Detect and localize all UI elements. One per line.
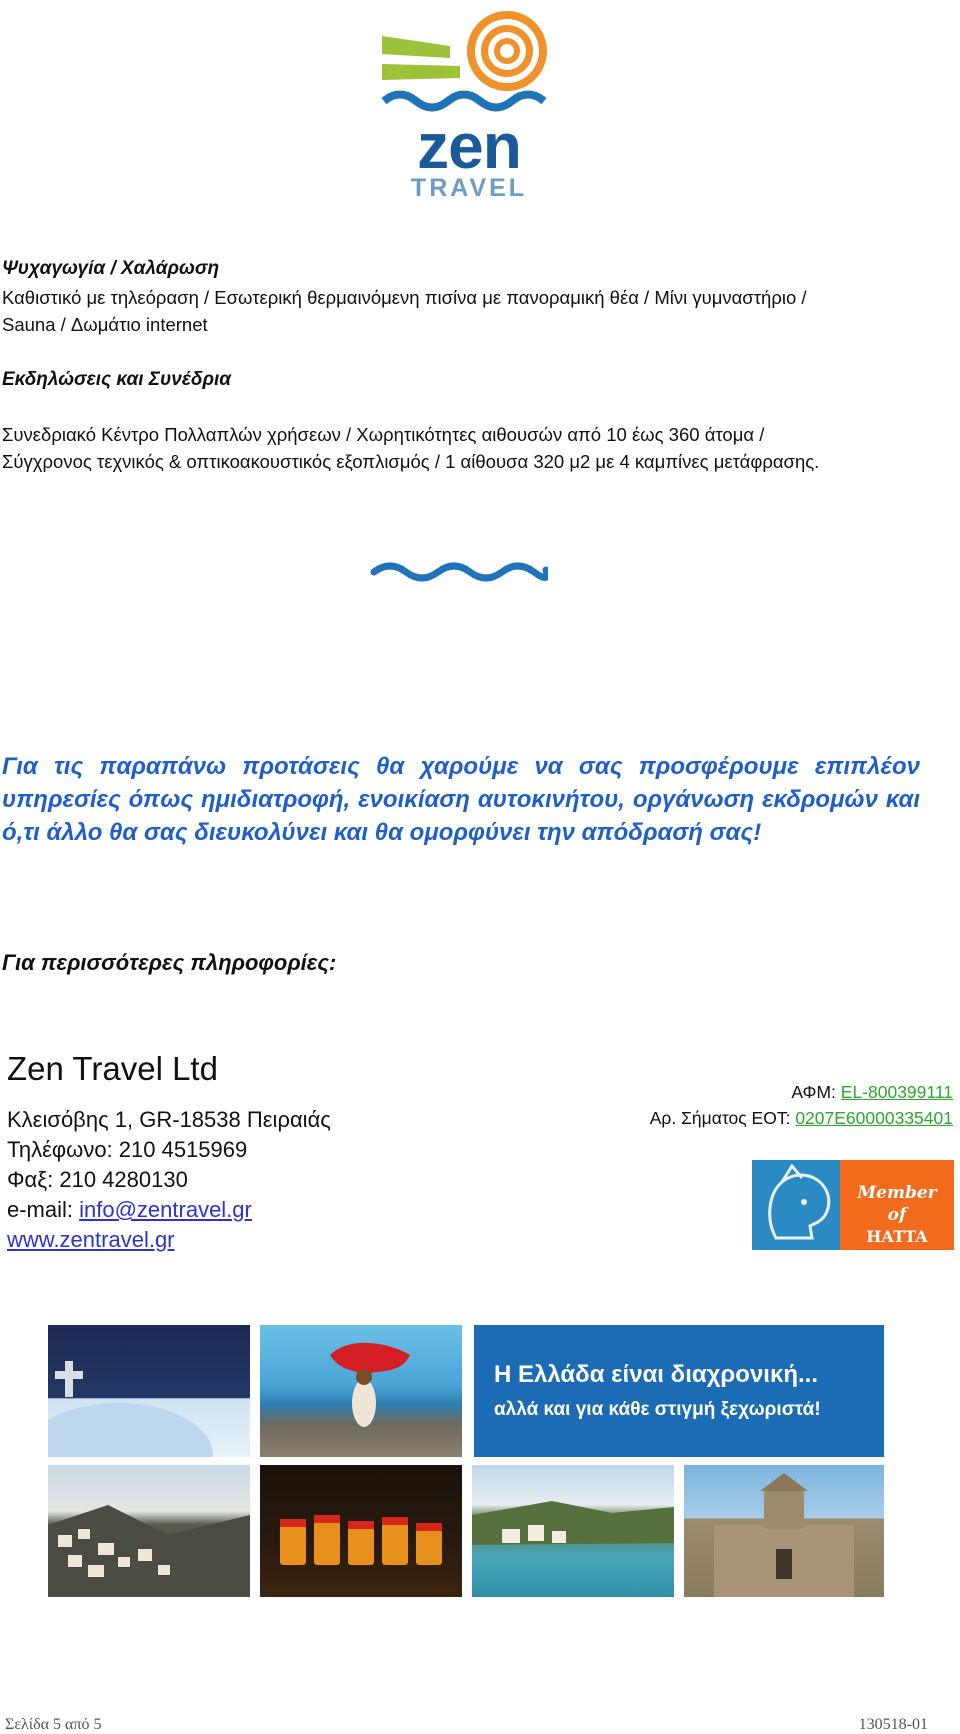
events-line-1: Συνεδριακό Κέντρο Πολλαπλών χρήσεων / Χωρητικότητες αιθουσών από 10 έως 360 άτομα / bbox=[2, 424, 765, 445]
leisure-line-1: Καθιστικό με τηλεόραση / Εσωτερική θερμαινόμενη πισίνα με πανοραμική θέα / Μίνι γυμναστήριο / bbox=[2, 287, 807, 308]
logo-mark-icon bbox=[380, 6, 565, 116]
stone-church-photo bbox=[684, 1465, 884, 1597]
events-heading: Εκδηλώσεις και Συνέδρια bbox=[2, 369, 232, 390]
afm-link[interactable]: EL-800399111 bbox=[840, 1082, 953, 1102]
eot-link[interactable]: 0207E60000335401 bbox=[795, 1108, 953, 1128]
hatta-text bbox=[847, 1182, 947, 1248]
hatta-line-2: HATTA bbox=[866, 1227, 928, 1246]
company-email-row bbox=[7, 1196, 252, 1224]
leisure-line-2: Sauna / Δωμάτιο internet bbox=[2, 314, 208, 335]
logo-subword: TRAVEL bbox=[410, 174, 528, 202]
company-fax: Φαξ: 210 4280130 bbox=[7, 1167, 188, 1192]
greece-timeless-banner bbox=[474, 1325, 884, 1457]
page-number: Σελίδα 5 από 5 bbox=[5, 1716, 102, 1733]
more-info-heading: Για περισσότερες πληροφορίες: bbox=[2, 950, 337, 975]
honey-jars-photo bbox=[260, 1465, 462, 1597]
afm-row bbox=[791, 1082, 953, 1103]
hatta-line-1: Member of bbox=[857, 1183, 937, 1225]
coastal-village-photo bbox=[472, 1465, 674, 1597]
document-code: 130518-01 bbox=[858, 1716, 928, 1733]
athena-head-icon bbox=[752, 1160, 840, 1250]
banner-line-1: Η Ελλάδα είναι διαχρονική... bbox=[494, 1361, 818, 1388]
email-label: e-mail: bbox=[7, 1197, 80, 1222]
hillside-village-photo bbox=[48, 1465, 250, 1597]
website-link[interactable]: www.zentravel.gr bbox=[7, 1227, 175, 1252]
banner-line-2: αλλά και για κάθε στιγμή ξεχωριστά! bbox=[494, 1399, 821, 1420]
church-dome-photo bbox=[48, 1325, 250, 1457]
leisure-heading: Ψυχαγωγία / Χαλάρωση bbox=[2, 258, 220, 279]
events-line-2: Σύγχρονος τεχνικός & οπτικοακουστικός εξοπλισμός / 1 αίθουσα 320 μ2 με 4 καμπίνες μετάφρασης. bbox=[2, 451, 820, 472]
company-website-row bbox=[7, 1226, 175, 1254]
afm-label: ΑΦΜ: bbox=[791, 1082, 841, 1102]
eot-row bbox=[650, 1108, 953, 1129]
company-phone: Τηλέφωνο: 210 4515969 bbox=[7, 1137, 248, 1162]
woman-red-scarf-photo bbox=[260, 1325, 462, 1457]
greece-photo-collage bbox=[48, 1325, 884, 1597]
company-address: Κλεισόβης 1, GR-18538 Πειραιάς bbox=[7, 1107, 331, 1132]
hatta-member-badge bbox=[752, 1160, 954, 1250]
logo-word: zen bbox=[417, 110, 521, 182]
email-link[interactable]: info@zentravel.gr bbox=[79, 1197, 252, 1222]
offer-paragraph: Για τις παραπάνω προτάσεις θα χαρούμε να σας προσφέρουμε επιπλέον υπηρεσίες όπως ημιδιατροφή, ενοικίαση αυτοκινήτου, οργάνωση εκδρομών και ό,τι άλλο θα σας διευκολύνει και θα ομορφύνει την απόδρασή σας! bbox=[2, 753, 920, 846]
wave-divider-icon bbox=[370, 558, 548, 582]
eot-label: Αρ. Σήματος ΕΟΤ: bbox=[649, 1108, 796, 1128]
zen-travel-logo bbox=[380, 6, 565, 201]
company-name: Zen Travel Ltd bbox=[7, 1050, 218, 1087]
